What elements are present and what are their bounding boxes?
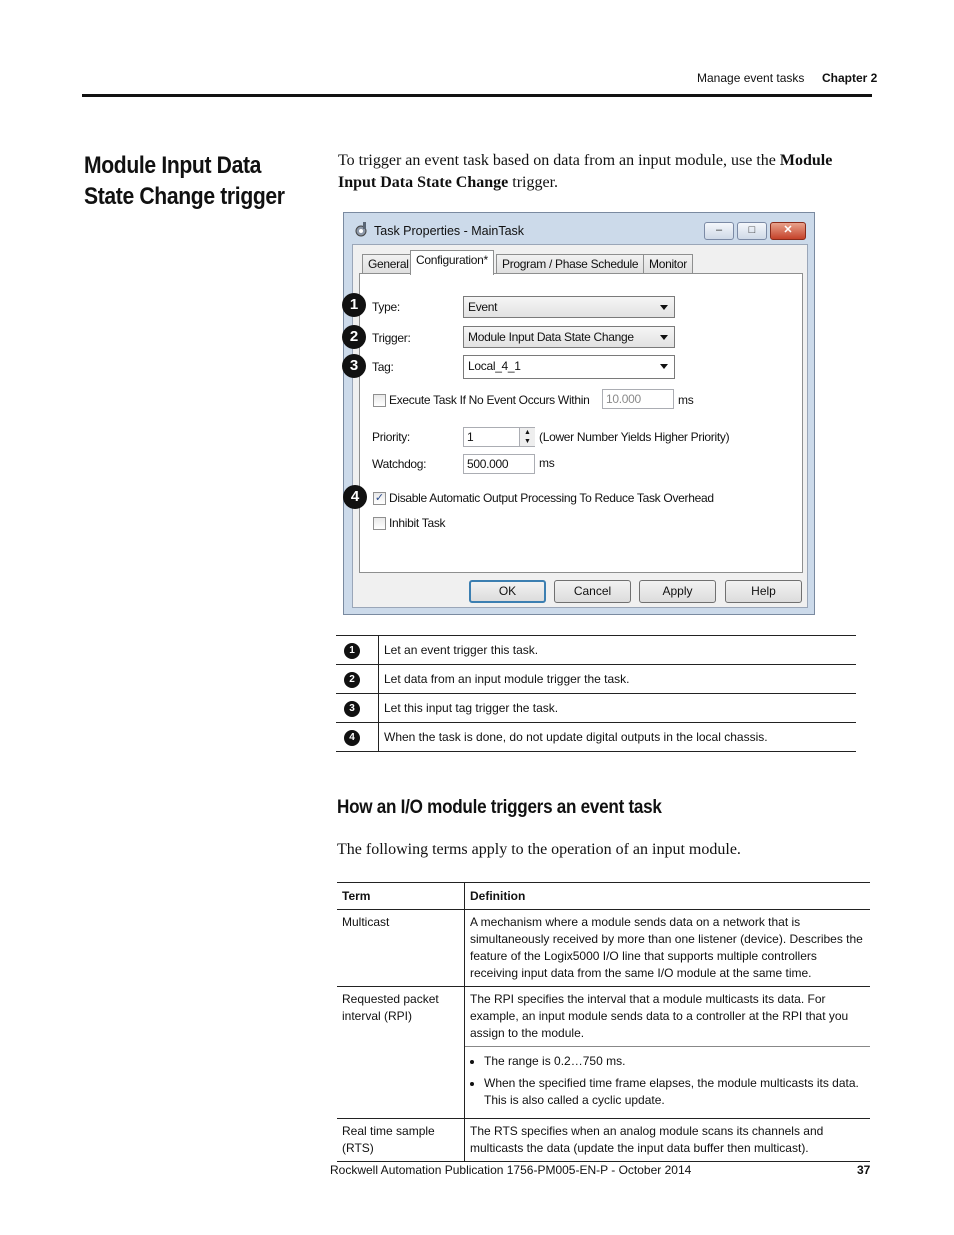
bullet-list <box>470 1053 865 1109</box>
intro-text-pre: To trigger an event task based on data from an input module, use the <box>338 152 780 169</box>
definition-cell: The RPI specifies the interval that a module multicasts its data. For example, an input module sends data to a controller at the RPI that you assign to the module. <box>465 987 871 1047</box>
watchdog-input[interactable]: 500.000 <box>463 454 535 474</box>
header-rule <box>82 94 872 97</box>
definition-cell: A mechanism where a module sends data on a network that is simultaneously received by more than one listener (device). Describes the feature of the Logix5000 I/O line that supports multiple controllers receiving input data from the same I/O module at the same time. <box>465 910 871 987</box>
callout-number: 4 <box>344 730 360 746</box>
close-button[interactable]: ✕ <box>770 222 806 240</box>
intro-text-post: trigger. <box>508 174 559 191</box>
column-header-definition: Definition <box>465 883 871 910</box>
definition-cell: The RTS specifies when an analog module scans its channels and multicasts the data (update the input data buffer then multicast). <box>465 1119 871 1162</box>
callout-text: Let an event trigger this task. <box>379 636 857 665</box>
tag-select[interactable] <box>463 355 675 379</box>
watchdog-unit: ms <box>539 456 555 470</box>
callout-number-cell <box>336 723 379 752</box>
priority-hint: (Lower Number Yields Higher Priority) <box>539 430 730 444</box>
callout-badge-1: 1 <box>342 293 366 317</box>
running-header-chapter: Chapter 2 <box>822 71 878 85</box>
tab-monitor[interactable]: Monitor <box>643 254 693 274</box>
trigger-select-value: Module Input Data State Change <box>468 330 634 344</box>
term-cell: Multicast <box>337 910 465 987</box>
column-header-term: Term <box>337 883 465 910</box>
callout-number: 1 <box>344 643 360 659</box>
maximize-button[interactable]: □ <box>737 222 767 240</box>
running-header-section: Manage event tasks <box>697 71 805 85</box>
inhibit-task-label: Inhibit Task <box>389 516 446 530</box>
sub-heading: How an I/O module triggers an event task <box>337 797 662 818</box>
callout-text: Let data from an input module trigger the task. <box>379 665 857 694</box>
execute-task-label: Execute Task If No Event Occurs Within <box>389 393 590 407</box>
section-heading: Module Input Data State Change trigger <box>84 152 285 210</box>
footer-publication: Rockwell Automation Publication 1756-PM005-EN-P - October 2014 <box>330 1163 692 1177</box>
dialog-title: Task Properties - MainTask <box>374 224 525 238</box>
page-number: 37 <box>857 1163 871 1177</box>
priority-input[interactable]: 1 <box>463 427 535 447</box>
table-row <box>337 987 870 1047</box>
type-select[interactable] <box>463 296 675 318</box>
tag-select-value: Local_4_1 <box>468 359 521 373</box>
callout-number-cell <box>336 694 379 723</box>
task-gear-icon <box>354 222 368 238</box>
callout-table <box>336 635 856 752</box>
task-properties-dialog <box>343 212 815 615</box>
priority-spinner-icon[interactable]: ▲ ▼ <box>519 428 535 446</box>
table-row <box>337 1119 870 1162</box>
callout-text: When the task is done, do not update digital outputs in the local chassis. <box>379 723 857 752</box>
ok-button[interactable]: OK <box>469 580 546 603</box>
table-row <box>336 723 856 752</box>
trigger-label: Trigger: <box>372 331 411 345</box>
checkmark-icon: ✓ <box>374 492 385 504</box>
cancel-button[interactable]: Cancel <box>554 580 631 603</box>
chevron-down-icon <box>660 305 668 310</box>
intro-paragraph <box>338 150 858 194</box>
table-row <box>336 694 856 723</box>
execute-unit: ms <box>678 393 694 407</box>
type-select-value: Event <box>468 300 498 314</box>
intro-text-bold: Module Input Data State Change <box>338 152 833 191</box>
table-row <box>336 636 856 665</box>
table-row <box>336 665 856 694</box>
callout-text: Let this input tag trigger the task. <box>379 694 857 723</box>
chevron-down-icon <box>660 335 668 340</box>
chevron-down-icon <box>660 364 668 369</box>
minimize-button[interactable]: – <box>704 222 734 240</box>
list-item: • When the specified time frame elapses, the module multicasts its data. This is also called a cyclic update. <box>484 1075 865 1109</box>
execute-timeout-input[interactable]: 10.000 <box>602 389 674 409</box>
callout-number: 3 <box>344 701 360 717</box>
disable-output-label: Disable Automatic Output Processing To Reduce Task Overhead <box>389 491 714 505</box>
type-label: Type: <box>372 300 400 314</box>
priority-label: Priority: <box>372 430 410 444</box>
table-header-row <box>337 883 870 910</box>
terms-intro: The following terms apply to the operation of an input module. <box>337 841 741 858</box>
inhibit-task-checkbox[interactable] <box>373 517 386 530</box>
definition-bullets-cell <box>465 1047 871 1119</box>
callout-badge-4: 4 <box>343 485 367 509</box>
term-cell: Real time sample (RTS) <box>337 1119 465 1162</box>
callout-badge-2: 2 <box>342 325 366 349</box>
callout-number-cell <box>336 636 379 665</box>
list-item: • The range is 0.2…750 ms. <box>484 1053 865 1070</box>
help-button[interactable]: Help <box>725 580 802 603</box>
tab-program-phase-schedule[interactable]: Program / Phase Schedule <box>496 254 644 274</box>
table-row <box>337 910 870 987</box>
callout-number: 2 <box>344 672 360 688</box>
disable-output-checkbox[interactable] <box>373 492 386 505</box>
watchdog-label: Watchdog: <box>372 457 427 471</box>
callout-badge-3: 3 <box>342 354 366 378</box>
term-cell: Requested packet interval (RPI) <box>337 987 465 1119</box>
apply-button[interactable]: Apply <box>639 580 716 603</box>
tab-configuration[interactable]: Configuration* <box>410 250 494 275</box>
tab-general[interactable]: General <box>362 254 415 274</box>
tag-label: Tag: <box>372 360 394 374</box>
callout-number-cell <box>336 665 379 694</box>
execute-task-checkbox[interactable] <box>373 394 386 407</box>
terms-table <box>337 882 870 1162</box>
trigger-select[interactable] <box>463 326 675 348</box>
